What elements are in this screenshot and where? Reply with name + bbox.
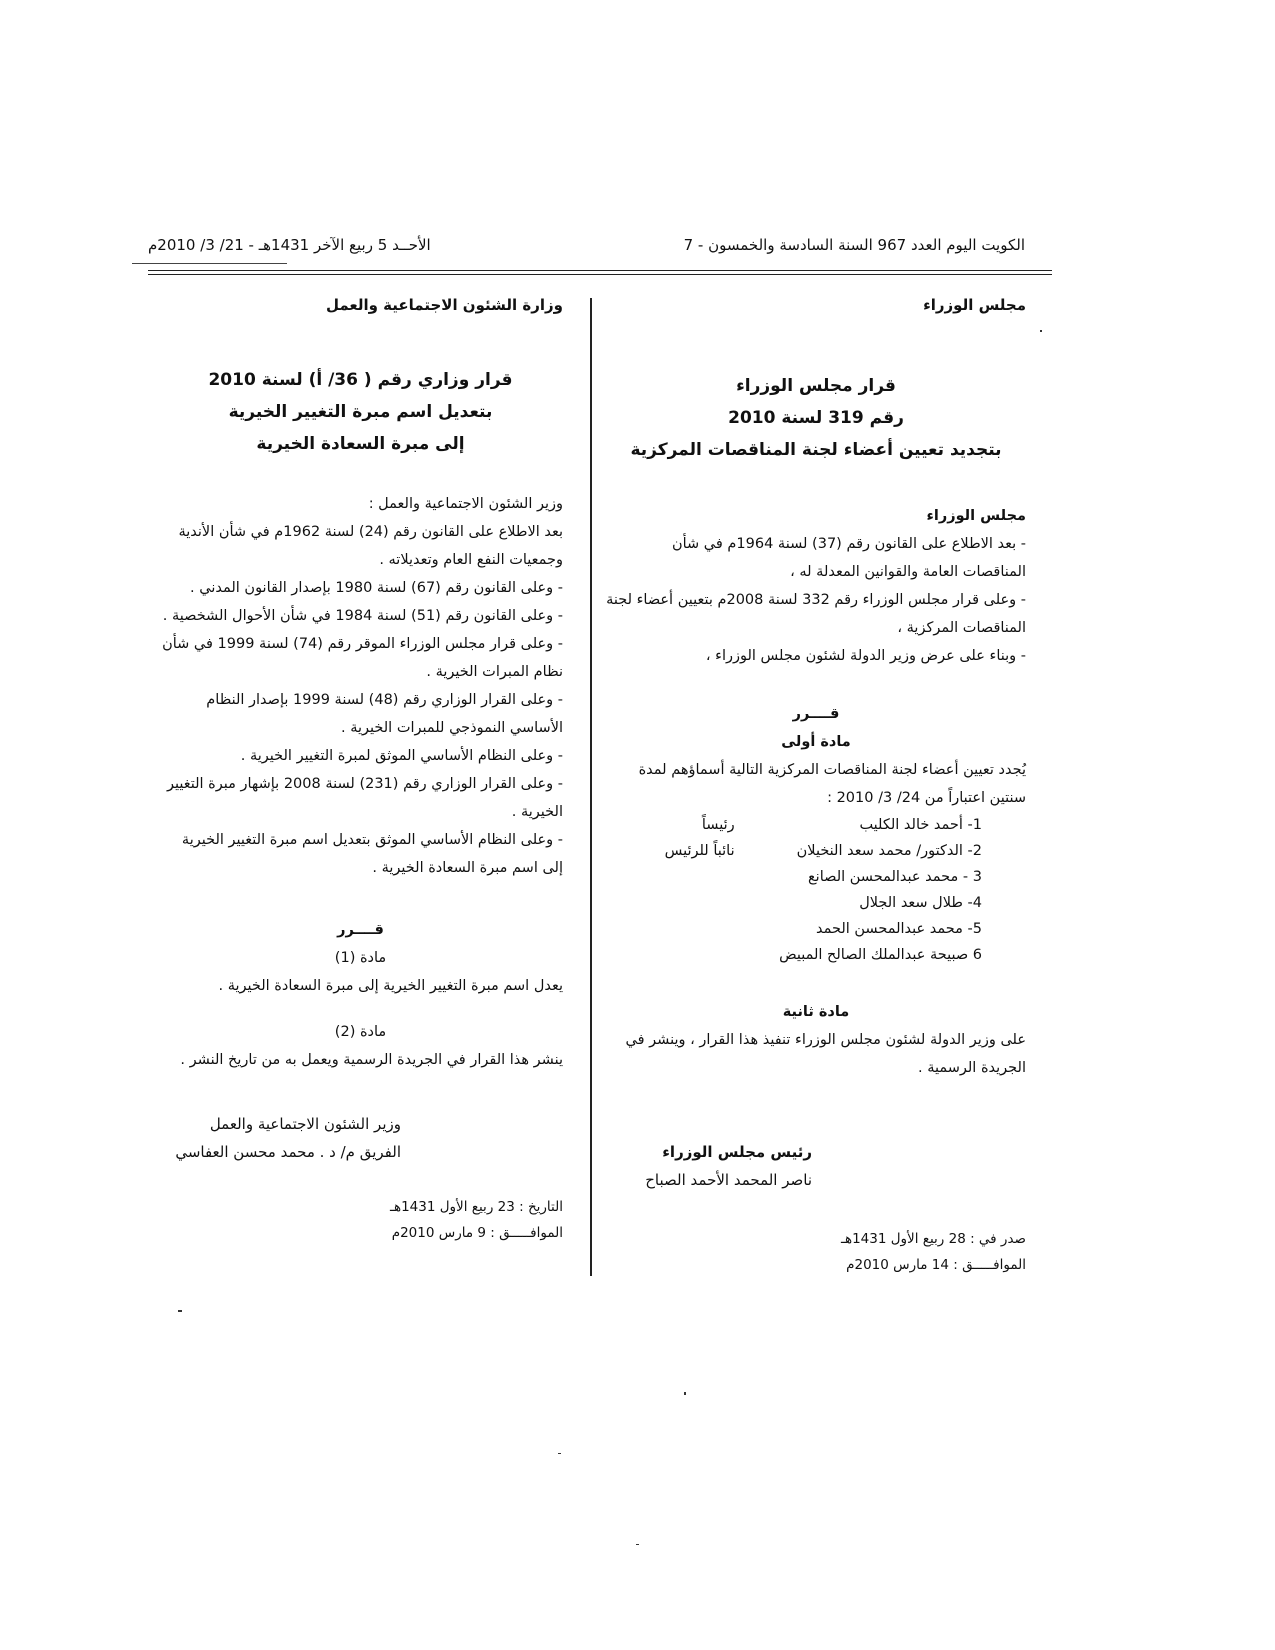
list-item bbox=[606, 838, 982, 864]
member-role bbox=[606, 890, 735, 916]
decree-title-line: إلى مبرة السعادة الخيرية bbox=[256, 434, 465, 454]
header-rule-top bbox=[148, 270, 1052, 271]
section-heading: وزارة الشئون الاجتماعية والعمل bbox=[325, 296, 563, 314]
corresponding-date: الموافـــــق : 9 مارس 2010م bbox=[391, 1225, 563, 1241]
council-decree-column bbox=[606, 296, 1026, 1278]
decree-body bbox=[158, 490, 563, 1074]
corresponding-date: الموافـــــق : 14 مارس 2010م bbox=[846, 1257, 1026, 1273]
issued-date: صدر في : 28 ربيع الأول 1431هـ bbox=[840, 1231, 1026, 1247]
member-role bbox=[606, 942, 735, 968]
signatory-title: وزير الشئون الاجتماعية والعمل bbox=[209, 1115, 401, 1133]
signatory-title: رئيس مجلس الوزراء bbox=[662, 1143, 812, 1161]
scan-speck bbox=[558, 1453, 561, 1454]
signature-block bbox=[158, 1110, 563, 1166]
issue-dates bbox=[606, 1226, 1026, 1278]
scan-speck bbox=[1040, 330, 1042, 332]
header-underline bbox=[132, 263, 287, 264]
preamble-clause: - وعلى القرار الوزاري رقم (48) لسنة 1999 بإصدار النظام الأساسي النموذجي للمبرات الخيرية . bbox=[206, 692, 563, 736]
preamble-clause: - وعلى النظام الأساسي الموثق بتعديل اسم مبرة التغيير الخيرية إلى اسم مبرة السعادة الخيرية . bbox=[181, 832, 563, 876]
member-role bbox=[606, 864, 735, 890]
decree-title bbox=[158, 364, 563, 460]
decree-body-end bbox=[606, 998, 1026, 1082]
scan-speck bbox=[178, 1310, 182, 1312]
list-item bbox=[606, 812, 982, 838]
scan-speck bbox=[684, 1392, 686, 1395]
list-item bbox=[606, 942, 982, 968]
member-name: 3 - محمد عبدالمحسن الصانع bbox=[807, 869, 982, 885]
preamble-clause: - وعلى قرار مجلس الوزراء رقم 332 لسنة 2008م بتعيين أعضاء لجنة المناقصات المركزية ، bbox=[606, 592, 1026, 636]
member-name: 5- محمد عبدالمحسن الحمد bbox=[815, 921, 982, 937]
issuer: مجلس الوزراء bbox=[926, 508, 1026, 524]
member-name: 4- طلال سعد الجلال bbox=[859, 895, 982, 911]
article-title: مادة (2) bbox=[334, 1024, 387, 1040]
article-title: مادة أولى bbox=[781, 734, 851, 750]
preamble-clause: - وعلى القانون رقم (67) لسنة 1980 بإصدار القانون المدني . bbox=[190, 580, 563, 596]
preamble-clause: بعد الاطلاع على القانون رقم (24) لسنة 1962م في شأن الأندية وجمعيات النفع العام وتعديلاته . bbox=[178, 524, 563, 568]
decision-word: قــــرر bbox=[792, 706, 840, 722]
decree-title bbox=[606, 370, 1026, 466]
list-item bbox=[606, 890, 982, 916]
column-divider bbox=[590, 298, 592, 1276]
section-heading: مجلس الوزراء bbox=[923, 296, 1026, 314]
list-item bbox=[606, 916, 982, 942]
preamble-clause: - وعلى قرار مجلس الوزراء الموقر رقم (74) لسنة 1999 في شأن نظام المبرات الخيرية . bbox=[162, 636, 563, 680]
signature-block bbox=[606, 1138, 1026, 1194]
decree-title-line: قرار وزاري رقم ( 36/ أ) لسنة 2010 bbox=[208, 370, 513, 390]
preamble-clause: - وعلى القرار الوزاري رقم (231) لسنة 2008 بإشهار مبرة التغيير الخيرية . bbox=[166, 776, 563, 820]
preamble-clause: - وعلى القانون رقم (51) لسنة 1984 في شأن الأحوال الشخصية . bbox=[162, 608, 563, 624]
article-title: مادة ثانية bbox=[782, 1004, 850, 1020]
article-text: على وزير الدولة لشئون مجلس الوزراء تنفيذ هذا القرار ، وينشر في الجريدة الرسمية . bbox=[625, 1032, 1026, 1076]
member-role: رئيساً bbox=[701, 817, 735, 833]
article-text: يعدل اسم مبرة التغيير الخيرية إلى مبرة السعادة الخيرية . bbox=[218, 978, 563, 994]
header-issue-info: الكويت اليوم العدد 967 السنة السادسة والخمسون - 7 bbox=[683, 236, 1025, 254]
member-name: 2- الدكتور/ محمد سعد النخيلان bbox=[796, 843, 982, 859]
signatory-name: الفريق م/ د . محمد محسن العفاسي bbox=[175, 1143, 401, 1161]
scan-speck bbox=[636, 1544, 639, 1545]
preamble-clause: - وعلى النظام الأساسي الموثق لمبرة التغيير الخيرية . bbox=[240, 748, 563, 764]
decree-title-line: قرار مجلس الوزراء bbox=[736, 376, 896, 396]
article-text: ينشر هذا القرار في الجريدة الرسمية ويعمل به من تاريخ النشر . bbox=[180, 1052, 563, 1068]
article-title: مادة (1) bbox=[334, 950, 387, 966]
member-role bbox=[606, 916, 735, 942]
signatory-name: ناصر المحمد الأحمد الصباح bbox=[645, 1171, 812, 1189]
member-name: 1- أحمد خالد الكليب bbox=[859, 817, 982, 833]
ministerial-decree-column bbox=[158, 296, 563, 1246]
preamble-clause: - وبناء على عرض وزير الدولة لشئون مجلس الوزراء ، bbox=[705, 648, 1026, 664]
issuer: وزير الشئون الاجتماعية والعمل : bbox=[368, 496, 563, 512]
issued-date: التاريخ : 23 ربيع الأول 1431هـ bbox=[390, 1199, 563, 1215]
member-name: 6 صبيحة عبدالملك الصالح المبيض bbox=[779, 947, 982, 963]
article-text: يُجدد تعيين أعضاء لجنة المناقصات المركزية التالية أسماؤهم لمدة سنتين اعتباراً من 24/ 3/ 2010 : bbox=[638, 762, 1026, 806]
member-role: نائباً للرئيس bbox=[664, 843, 735, 859]
members-list bbox=[606, 812, 1026, 968]
decree-title-line: رقم 319 لسنة 2010 bbox=[728, 408, 904, 428]
header-rule-bottom bbox=[148, 274, 1052, 275]
decree-title-line: بتعديل اسم مبرة التغيير الخيرية bbox=[228, 402, 493, 422]
list-item bbox=[606, 864, 982, 890]
issue-dates bbox=[158, 1194, 563, 1246]
decree-title-line: بتجديد تعيين أعضاء لجنة المناقصات المركزية bbox=[630, 440, 1002, 460]
preamble-clause: - بعد الاطلاع على القانون رقم (37) لسنة 1964م في شأن المناقصات العامة والقوانين المعدلة له ، bbox=[671, 536, 1026, 580]
header-date: الأحــد 5 ربيع الآخر 1431هـ - 21/ 3/ 2010م bbox=[148, 236, 431, 254]
decision-word: قــــرر bbox=[337, 922, 384, 938]
decree-body bbox=[606, 502, 1026, 812]
